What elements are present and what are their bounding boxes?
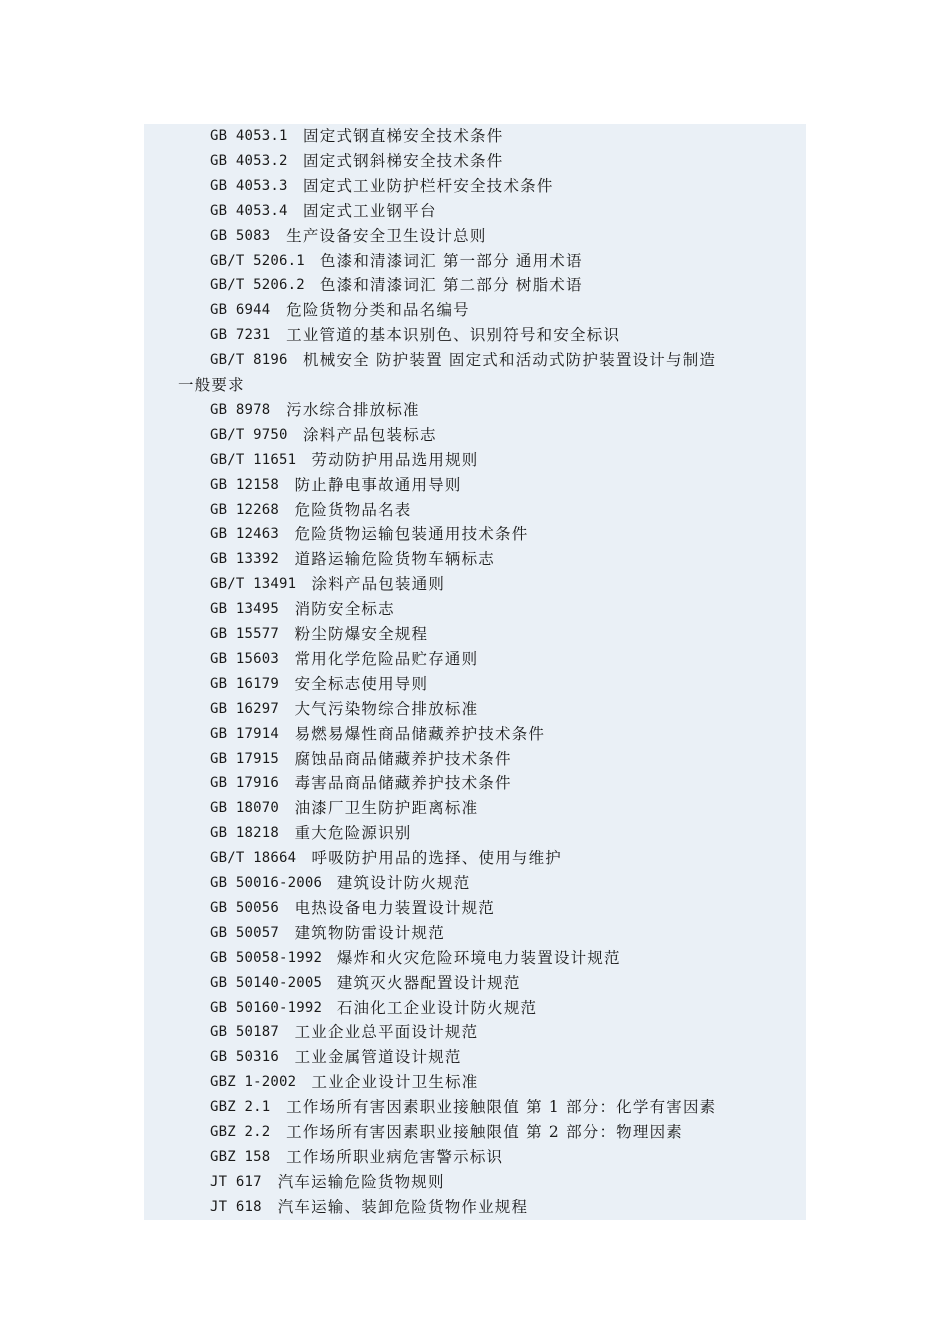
standard-item (144, 996, 806, 1021)
standard-item (144, 398, 806, 423)
standard-title: 建筑设计防火规范 (336, 874, 471, 892)
standard-title: 重大危险源识别 (294, 824, 412, 843)
standard-code: GBZ 1-2002 (210, 1074, 297, 1091)
standard-item (144, 1120, 806, 1145)
standard-title: 机械安全 防护装置 固定式和活动式防护装置设计与制造 (303, 351, 717, 370)
standard-item (144, 373, 806, 398)
standard-title: 工业管道的基本识别色、识别符号和安全标识 (286, 326, 621, 345)
standard-title: 固定式工业钢平台 (303, 201, 437, 220)
standard-code: GB 4053.1 (210, 128, 288, 144)
standard-code: GB/T 11651 (210, 451, 297, 468)
standard-item (144, 199, 806, 224)
standard-item (144, 946, 806, 971)
standard-code: GB 17914 (210, 725, 280, 742)
standard-item (144, 821, 806, 846)
standards-panel (144, 124, 806, 1220)
standard-item (144, 1095, 806, 1120)
standard-item (144, 771, 806, 796)
standard-code: GB/T 8196 (210, 352, 288, 369)
standard-title: 消防安全标志 (294, 600, 395, 619)
standard-title-continuation: 一般要求 (178, 376, 245, 394)
standard-item (144, 1145, 806, 1170)
standard-title: 涂料产品包装标志 (303, 425, 437, 444)
standard-item (144, 498, 806, 523)
standard-title: 污水综合排放标准 (286, 400, 420, 419)
standard-title: 危险货物分类和品名编号 (286, 301, 470, 320)
standard-item (144, 747, 806, 772)
standard-code: GB 6944 (210, 302, 271, 319)
standard-title: 劳动防护用品选用规则 (311, 450, 479, 469)
standard-code: GB 7231 (210, 327, 271, 344)
standard-title: 固定式钢直梯安全技术条件 (303, 127, 504, 145)
standard-item (144, 597, 806, 622)
standard-item (144, 796, 806, 821)
standard-code: GB 16297 (210, 700, 280, 717)
standard-title: 建筑物防雷设计规范 (294, 923, 445, 942)
standard-item (144, 124, 806, 149)
standard-item (144, 423, 806, 448)
standard-title: 汽车运输危险货物规则 (277, 1172, 445, 1191)
standard-title: 易燃易爆性商品储藏养护技术条件 (294, 724, 546, 743)
standard-title: 工作场所职业病危害警示标识 (286, 1147, 504, 1166)
standard-code: GB 16179 (210, 675, 280, 692)
standard-item (144, 896, 806, 921)
standard-item (144, 323, 806, 348)
standard-title: 汽车运输、装卸危险货物作业规程 (277, 1197, 529, 1216)
standard-code: GB/T 5206.1 (210, 252, 305, 269)
standard-title: 生产设备安全卫生设计总则 (286, 226, 487, 245)
standard-code: GB 50057 (210, 924, 280, 941)
standard-title: 工作场所有害因素职业接触限值 第 1 部分：化学有害因素 (286, 1098, 717, 1117)
standard-code: GB 12463 (210, 526, 280, 543)
standard-code: GB 50160-1992 (210, 999, 323, 1016)
standard-item (144, 249, 806, 274)
standard-code: GBZ 2.1 (210, 1099, 271, 1116)
standard-code: GB 50140-2005 (210, 974, 323, 991)
standard-code: GB 4053.2 (210, 152, 288, 169)
standard-title: 呼吸防护用品的选择、使用与维护 (311, 849, 563, 868)
standard-item (144, 572, 806, 597)
standard-code: GB 17916 (210, 775, 280, 792)
standard-code: JT 618 (210, 1198, 262, 1215)
standard-title: 爆炸和火灾危险环境电力装置设计规范 (336, 948, 621, 967)
standard-title: 道路运输危险货物车辆标志 (294, 550, 495, 569)
standard-title: 固定式工业防护栏杆安全技术条件 (303, 176, 554, 195)
standard-item (144, 273, 806, 298)
standard-code: GB 5083 (210, 227, 271, 244)
standard-item (144, 697, 806, 722)
standard-title: 腐蚀品商品储藏养护技术条件 (294, 749, 512, 768)
standard-item (144, 672, 806, 697)
standard-item (144, 298, 806, 323)
standard-item (144, 473, 806, 498)
standard-item (144, 547, 806, 572)
standard-title: 工业企业总平面设计规范 (294, 1023, 479, 1042)
standard-item (144, 1195, 806, 1220)
standard-item (144, 1045, 806, 1070)
standard-title: 防止静电事故通用导则 (294, 475, 462, 494)
standard-item (144, 224, 806, 249)
standard-title: 工业金属管道设计规范 (294, 1048, 462, 1067)
standard-item (144, 921, 806, 946)
standard-item (144, 647, 806, 672)
standard-code: GB/T 18664 (210, 850, 297, 867)
standard-item (144, 1170, 806, 1195)
standard-code: GB 15603 (210, 650, 280, 667)
standard-title: 色漆和清漆词汇 第二部分 树脂术语 (319, 276, 583, 295)
standard-title: 油漆厂卫生防护距离标准 (294, 799, 479, 818)
standard-title: 安全标志使用导则 (294, 674, 429, 693)
standard-item (144, 971, 806, 996)
standard-title: 色漆和清漆词汇 第一部分 通用术语 (319, 251, 583, 270)
standard-code: GB 4053.3 (210, 177, 288, 194)
standard-item (144, 1020, 806, 1045)
standard-title: 大气污染物综合排放标准 (294, 699, 479, 718)
standard-title: 石油化工企业设计防火规范 (336, 998, 538, 1017)
standard-title: 电热设备电力装置设计规范 (294, 898, 495, 917)
standard-code: GB 50058-1992 (210, 949, 323, 966)
standard-item (144, 522, 806, 547)
standard-item (144, 846, 806, 871)
standard-code: JT 617 (210, 1173, 262, 1190)
standard-title: 危险货物品名表 (294, 500, 412, 519)
standard-title: 危险货物运输包装通用技术条件 (294, 525, 529, 544)
standard-code: GB 18070 (210, 800, 280, 817)
standard-code: GB 15577 (210, 626, 280, 642)
standard-title: 涂料产品包装通则 (311, 575, 446, 594)
standard-title: 固定式钢斜梯安全技术条件 (303, 151, 504, 170)
standard-title: 毒害品商品储藏养护技术条件 (294, 774, 512, 793)
standard-item (144, 722, 806, 747)
standard-title: 常用化学危险品贮存通则 (294, 649, 479, 668)
standard-code: GB 50316 (210, 1049, 280, 1066)
standard-item (144, 448, 806, 473)
standard-code: GB 17915 (210, 750, 280, 767)
standard-code: GB 12268 (210, 501, 280, 518)
standard-title: 建筑灭火器配置设计规范 (336, 973, 521, 992)
standard-code: GBZ 158 (210, 1148, 271, 1165)
standard-item (144, 622, 806, 647)
standard-title: 粉尘防爆安全规程 (294, 625, 429, 643)
standard-code: GB 18218 (210, 825, 280, 842)
standard-code: GB 4053.4 (210, 202, 288, 219)
standard-code: GB/T 13491 (210, 576, 297, 593)
standard-item (144, 348, 806, 373)
standard-code: GB 50056 (210, 899, 280, 916)
standard-code: GB 12158 (210, 476, 280, 493)
standard-item (144, 871, 806, 896)
standard-code: GB 13495 (210, 601, 280, 618)
standard-code: GB 8978 (210, 401, 271, 418)
standard-title: 工业企业设计卫生标准 (311, 1073, 479, 1092)
standard-code: GB 13392 (210, 551, 280, 568)
standard-code: GB/T 5206.2 (210, 277, 305, 294)
standard-code: GB/T 9750 (210, 426, 288, 443)
standard-item (144, 1070, 806, 1095)
standard-item (144, 149, 806, 174)
standard-code: GBZ 2.2 (210, 1124, 271, 1140)
standard-code: GB 50016-2006 (210, 875, 323, 891)
standard-title: 工作场所有害因素职业接触限值 第 2 部分：物理因素 (286, 1123, 683, 1141)
standard-item (144, 174, 806, 199)
standard-code: GB 50187 (210, 1024, 280, 1041)
